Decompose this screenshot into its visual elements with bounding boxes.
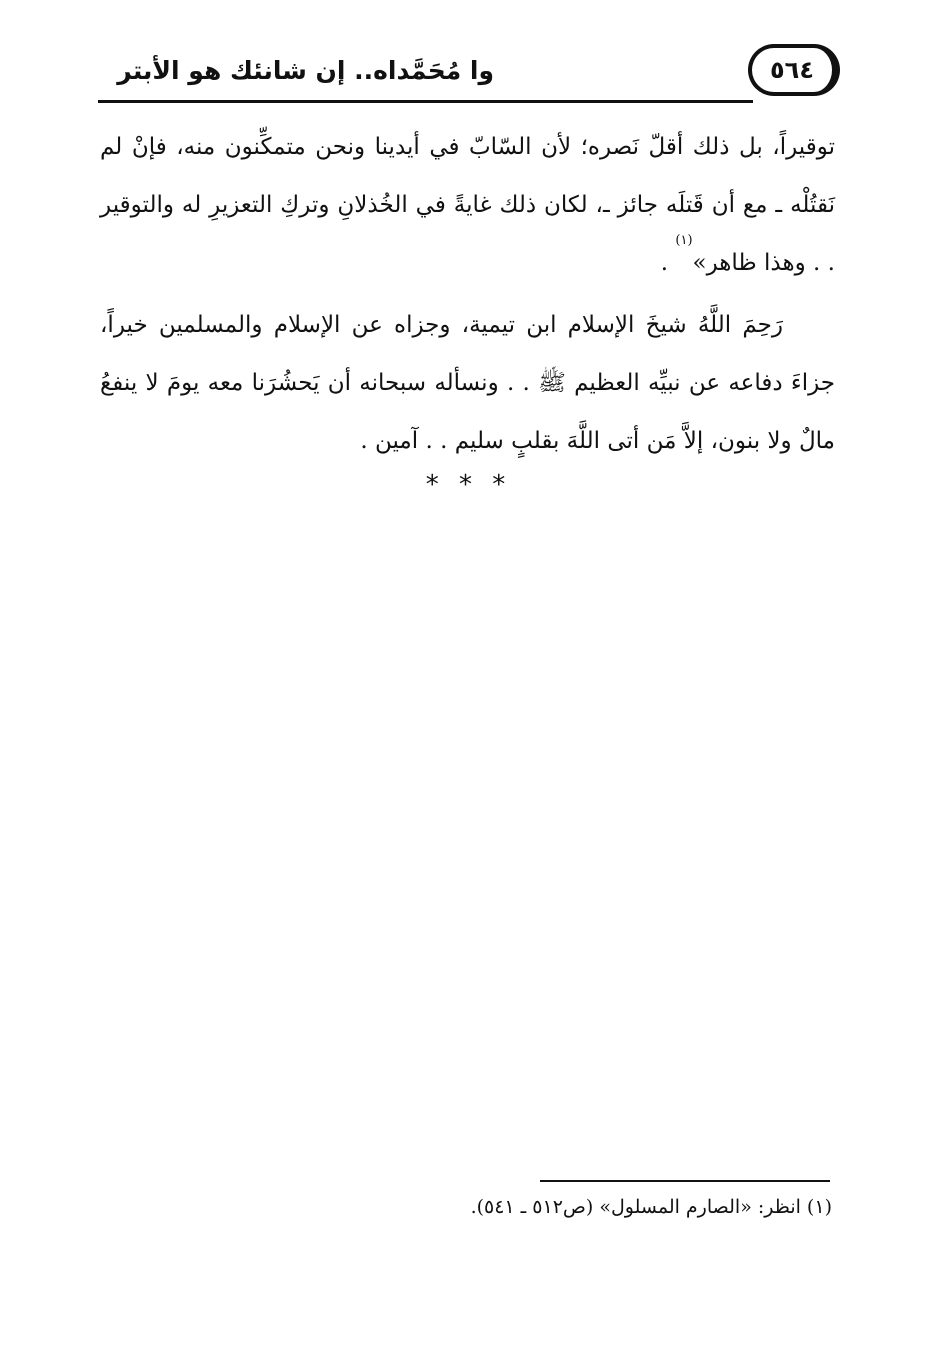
running-title: وا مُحَمَّداه.. إن شانئك هو الأبتر xyxy=(117,56,494,85)
paragraph-1-text: توقيراً، بل ذلك أقلّ نَصره؛ لأن السّابّ في أيدينا ونحن متمكِّنون منه، فإنْ لم نَقتُلْه ـ مع أن قَتلَه جائز ـ، لكان ذلك غايةً في الخُذلانِ وتركِ التعزيرِ له والتوقير . . وهذا ظاهر» xyxy=(100,134,835,276)
footnote: (١) انظر: «الصارم المسلول» (ص٥١٢ ـ ٥٤١). xyxy=(470,1196,832,1218)
paragraph-1-end: . xyxy=(660,250,676,276)
section-separator: * * * xyxy=(425,470,512,500)
main-text xyxy=(100,118,835,470)
paragraph-1 xyxy=(100,118,835,292)
running-header xyxy=(98,40,840,104)
header-rule xyxy=(98,100,753,103)
footnote-reference: (١) xyxy=(675,233,693,248)
paragraph-2: رَحِمَ اللَّهُ شيخَ الإسلام ابن تيمية، وجزاه عن الإسلام والمسلمين خيراً، جزاءَ دفاعه عن نبيِّه العظيم ﷺ . . ونسأله سبحانه أن يَحشُرَنا معه يومَ لا ينفعُ مالٌ ولا بنون، إلاَّ مَن أتى اللَّهَ بقلبٍ سليم . . آمين . xyxy=(100,312,835,454)
footnote-rule xyxy=(540,1180,830,1182)
page-number: ٥٦٤ xyxy=(748,44,840,96)
